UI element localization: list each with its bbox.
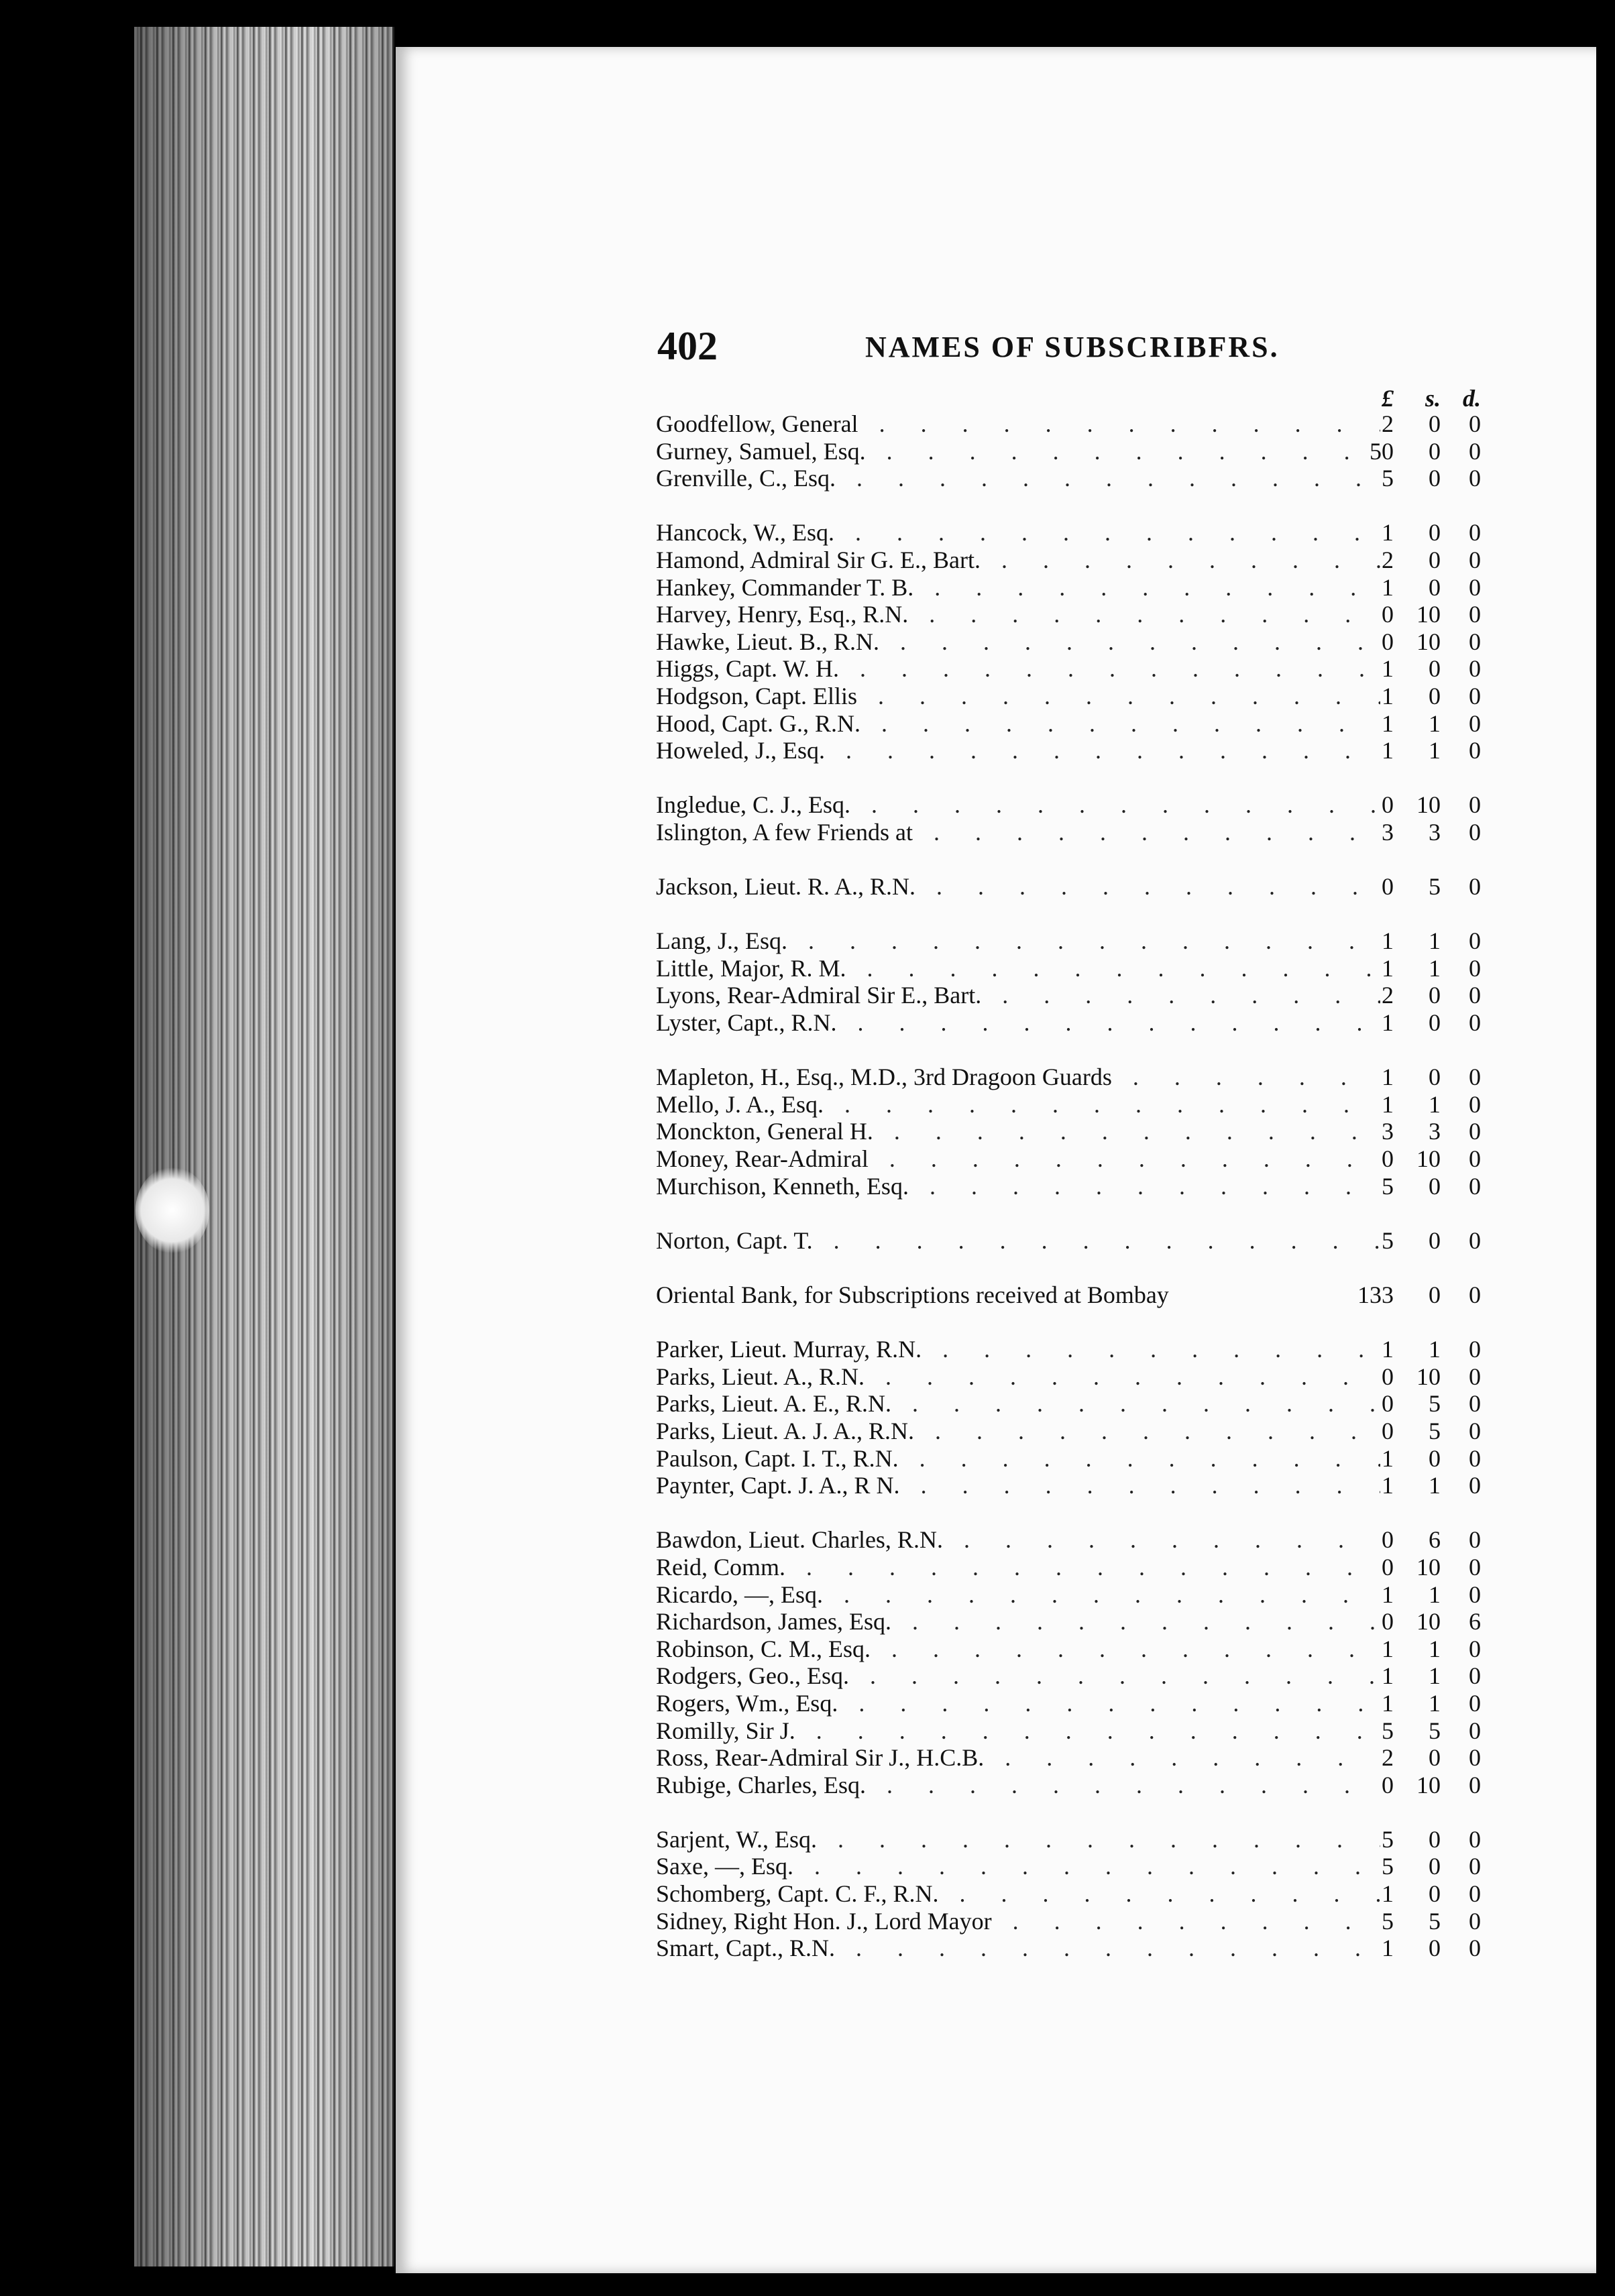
amount-pounds: 1 <box>1382 1090 1394 1118</box>
amount-shillings: 1 <box>1429 1635 1441 1662</box>
subscriber-name: Mapleton, H., Esq., M.D., 3rd Dragoon Guards . . . <box>656 1064 1380 1091</box>
amount-pounds: 1 <box>1382 927 1394 955</box>
subscriber-row <box>656 519 1508 547</box>
amount-pence: 0 <box>1469 601 1481 628</box>
subscriber-name: Ross, Rear-Admiral Sir J., H.C.B. . . . <box>656 1744 1380 1772</box>
subscriber-row <box>656 1472 1508 1499</box>
amount-shillings: 0 <box>1429 1935 1441 1962</box>
amount-pounds: 1 <box>1382 709 1394 737</box>
subscriber-name: Rogers, Wm., Esq. . . . <box>656 1690 1380 1717</box>
subscriber-row <box>656 982 1508 1009</box>
subscriber-row <box>656 683 1508 710</box>
amount-pounds: 133 <box>1357 1281 1394 1308</box>
amount-pounds: 2 <box>1382 982 1394 1009</box>
amount-shillings: 0 <box>1429 1444 1441 1472</box>
amount-shillings: 10 <box>1416 1145 1441 1173</box>
amount-pounds: 0 <box>1382 1608 1394 1635</box>
amount-shillings: 10 <box>1416 1771 1441 1798</box>
subscriber-row <box>656 1744 1508 1772</box>
amount-shillings: 1 <box>1429 954 1441 982</box>
subscriber-row <box>656 1880 1508 1908</box>
subscriber-name: Oriental Bank, for Subscriptions received at Bombay <box>656 1281 1169 1308</box>
subscriber-row <box>656 1526 1508 1554</box>
amount-pence: 0 <box>1469 1717 1481 1744</box>
amount-pounds: 1 <box>1382 737 1394 764</box>
amount-shillings: 10 <box>1416 1608 1441 1635</box>
pounds-header: £ <box>1382 385 1394 412</box>
amount-pence: 0 <box>1469 927 1481 955</box>
subscriber-name: Goodfellow, General . . . <box>656 410 1380 438</box>
amount-pence: 0 <box>1469 1390 1481 1418</box>
amount-pounds: 3 <box>1382 1118 1394 1145</box>
amount-pence: 0 <box>1469 519 1481 547</box>
amount-shillings: 0 <box>1429 655 1441 683</box>
subscriber-row <box>656 819 1508 846</box>
amount-shillings: 0 <box>1429 1825 1441 1853</box>
amount-shillings: 1 <box>1429 1090 1441 1118</box>
amount-pounds: 1 <box>1382 1689 1394 1717</box>
amount-pence: 0 <box>1469 1744 1481 1772</box>
subscriber-row <box>656 1091 1508 1118</box>
subscriber-name: Ingledue, C. J., Esq. . . . <box>656 791 1380 819</box>
amount-pence: 0 <box>1469 1472 1481 1499</box>
amount-pence: 0 <box>1469 1118 1481 1145</box>
subscriber-row <box>656 955 1508 982</box>
amount-pounds: 1 <box>1382 954 1394 982</box>
amount-shillings: 10 <box>1416 601 1441 628</box>
amount-pounds: 0 <box>1382 601 1394 628</box>
amount-pence: 0 <box>1469 546 1481 573</box>
amount-shillings: 0 <box>1429 1281 1441 1308</box>
amount-pence: 0 <box>1469 1581 1481 1608</box>
amount-pounds: 1 <box>1382 519 1394 547</box>
subscriber-name: Lyster, Capt., R.N. . . . <box>656 1009 1380 1037</box>
subscriber-name: Ricardo, —, Esq. . . . <box>656 1581 1380 1609</box>
amount-pence: 0 <box>1469 1090 1481 1118</box>
amount-shillings: 1 <box>1429 927 1441 955</box>
amount-pounds: 1 <box>1382 1935 1394 1962</box>
amount-pence: 0 <box>1469 1880 1481 1908</box>
subscriber-row <box>656 1690 1508 1717</box>
amount-shillings: 0 <box>1429 1853 1441 1880</box>
subscriber-row <box>656 1826 1508 1853</box>
subscriber-row <box>656 601 1508 628</box>
subscriber-name: Parks, Lieut. A. J. A., R.N. . . . <box>656 1418 1380 1445</box>
amount-pounds: 1 <box>1382 1635 1394 1662</box>
subscriber-row <box>656 1581 1508 1609</box>
group-separator <box>656 846 1508 874</box>
amount-pounds: 5 <box>1382 465 1394 492</box>
subscriber-name: Grenville, C., Esq. . . . <box>656 465 1380 492</box>
amount-pounds: 5 <box>1382 1907 1394 1935</box>
amount-shillings: 3 <box>1429 1118 1441 1145</box>
amount-pence: 0 <box>1469 437 1481 465</box>
subscriber-name: Saxe, —, Esq. . . . <box>656 1853 1380 1880</box>
subscriber-row <box>656 1445 1508 1473</box>
amount-pence: 0 <box>1469 1771 1481 1798</box>
amount-pounds: 1 <box>1382 573 1394 601</box>
subscriber-name: Hodgson, Capt. Ellis . . . <box>656 683 1380 710</box>
subscriber-name: Smart, Capt., R.N. . . . <box>656 1935 1380 1962</box>
amount-shillings: 6 <box>1429 1526 1441 1554</box>
amount-pence: 0 <box>1469 791 1481 819</box>
subscriber-name: Howeled, J., Esq. . . . <box>656 737 1380 764</box>
amount-pounds: 2 <box>1382 546 1394 573</box>
page-edge-shadow <box>134 27 392 2266</box>
subscriber-name: Parker, Lieut. Murray, R.N. . . . <box>656 1336 1380 1363</box>
subscriber-name: Rodgers, Geo., Esq. . . . <box>656 1662 1380 1690</box>
amount-shillings: 5 <box>1429 1907 1441 1935</box>
subscriber-name: Bawdon, Lieut. Charles, R.N. . . . <box>656 1526 1380 1554</box>
amount-pence: 0 <box>1469 1825 1481 1853</box>
subscriber-name: Monckton, General H. . . . <box>656 1118 1380 1145</box>
amount-pence: 0 <box>1469 1935 1481 1962</box>
amount-pence: 0 <box>1469 1145 1481 1173</box>
amount-shillings: 1 <box>1429 709 1441 737</box>
amount-pounds: 5 <box>1382 1226 1394 1254</box>
amount-pence: 0 <box>1469 1172 1481 1200</box>
subscriber-name: Rubige, Charles, Esq. . . . <box>656 1772 1380 1799</box>
subscriber-row <box>656 1336 1508 1363</box>
subscriber-name: Hankey, Commander T. B. . . . <box>656 574 1380 601</box>
amount-pence: 0 <box>1469 1417 1481 1444</box>
amount-shillings: 3 <box>1429 818 1441 846</box>
subscriber-row <box>656 1145 1508 1173</box>
subscriber-row <box>656 1853 1508 1880</box>
amount-pence: 0 <box>1469 954 1481 982</box>
amount-pence: 0 <box>1469 1853 1481 1880</box>
subscriber-list <box>656 386 1508 1962</box>
subscriber-row <box>656 1173 1508 1200</box>
amount-shillings: 1 <box>1429 1689 1441 1717</box>
subscriber-row <box>656 791 1508 819</box>
amount-shillings: 5 <box>1429 1390 1441 1418</box>
amount-pence: 0 <box>1469 1336 1481 1363</box>
amount-pence: 0 <box>1469 709 1481 737</box>
amount-shillings: 5 <box>1429 873 1441 901</box>
amount-shillings: 10 <box>1416 628 1441 655</box>
amount-pounds: 0 <box>1382 1553 1394 1581</box>
amount-pounds: 2 <box>1382 410 1394 437</box>
running-title: NAMES OF SUBSCRIBFRS. <box>865 331 1280 363</box>
group-separator <box>656 492 1508 520</box>
subscriber-name: Islington, A few Friends at . . . <box>656 819 1380 846</box>
subscriber-row <box>656 1009 1508 1037</box>
subscriber-name: Hancock, W., Esq. . . . <box>656 519 1380 547</box>
amount-shillings: 0 <box>1429 682 1441 709</box>
amount-pence: 0 <box>1469 1526 1481 1554</box>
amount-pounds: 0 <box>1382 1417 1394 1444</box>
subscriber-row <box>656 1608 1508 1635</box>
subscriber-row <box>656 465 1508 492</box>
subscriber-name: Reid, Comm. . . . <box>656 1554 1380 1581</box>
amount-shillings: 0 <box>1429 410 1441 437</box>
amount-shillings: 5 <box>1429 1717 1441 1744</box>
amount-pence: 0 <box>1469 1444 1481 1472</box>
subscriber-row <box>656 1064 1508 1091</box>
amount-pence: 0 <box>1469 1635 1481 1662</box>
amount-pounds: 5 <box>1382 1825 1394 1853</box>
amount-pence: 0 <box>1469 1907 1481 1935</box>
subscriber-row <box>656 1635 1508 1663</box>
subscriber-name: Harvey, Henry, Esq., R.N. . . . <box>656 601 1380 628</box>
subscriber-name: Sarjent, W., Esq. . . . <box>656 1826 1380 1853</box>
shillings-header: s. <box>1425 385 1441 412</box>
subscriber-row <box>656 1118 1508 1145</box>
amount-shillings: 0 <box>1429 1009 1441 1037</box>
amount-pounds: 0 <box>1382 1771 1394 1798</box>
group-separator <box>656 901 1508 928</box>
amount-pounds: 0 <box>1382 1526 1394 1554</box>
amount-pence: 0 <box>1469 1226 1481 1254</box>
amount-pounds: 1 <box>1382 1336 1394 1363</box>
amount-pounds: 1 <box>1382 1880 1394 1908</box>
amount-pounds: 1 <box>1382 1009 1394 1037</box>
subscriber-row <box>656 628 1508 656</box>
amount-pence: 0 <box>1469 628 1481 655</box>
subscriber-name: Romilly, Sir J. . . . <box>656 1717 1380 1745</box>
amount-shillings: 1 <box>1429 1581 1441 1608</box>
group-separator <box>656 764 1508 792</box>
amount-shillings: 1 <box>1429 737 1441 764</box>
subscriber-name: Lang, J., Esq. . . . <box>656 927 1380 955</box>
subscriber-row <box>656 1554 1508 1581</box>
amount-shillings: 5 <box>1429 1417 1441 1444</box>
amount-shillings: 0 <box>1429 1064 1441 1091</box>
subscriber-name: Robinson, C. M., Esq. . . . <box>656 1635 1380 1663</box>
amount-pence: 0 <box>1469 1363 1481 1390</box>
amount-pounds: 1 <box>1382 655 1394 683</box>
group-separator <box>656 1037 1508 1064</box>
amount-shillings: 1 <box>1429 1336 1441 1363</box>
amount-pence: 0 <box>1469 1662 1481 1690</box>
amount-shillings: 0 <box>1429 437 1441 465</box>
amount-shillings: 0 <box>1429 519 1441 547</box>
amount-pence: 0 <box>1469 682 1481 709</box>
amount-shillings: 0 <box>1429 1744 1441 1772</box>
subscriber-name: Hamond, Admiral Sir G. E., Bart. . . . <box>656 547 1380 574</box>
subscriber-row <box>656 574 1508 601</box>
subscriber-name: Parks, Lieut. A., R.N. . . . <box>656 1363 1380 1391</box>
amount-pence: 0 <box>1469 1553 1481 1581</box>
subscriber-name: Sidney, Right Hon. J., Lord Mayor . . . <box>656 1908 1380 1935</box>
amount-pounds: 1 <box>1382 682 1394 709</box>
group-separator <box>656 1499 1508 1527</box>
amount-pence: 0 <box>1469 1281 1481 1308</box>
subscriber-row <box>656 1772 1508 1799</box>
subscriber-row <box>656 1717 1508 1745</box>
subscriber-name: Hood, Capt. G., R.N. . . . <box>656 710 1380 738</box>
amount-pounds: 1 <box>1382 1064 1394 1091</box>
subscriber-row <box>656 547 1508 574</box>
group-separator <box>656 1200 1508 1227</box>
subscriber-name: Parks, Lieut. A. E., R.N. . . . <box>656 1390 1380 1418</box>
amount-pounds: 1 <box>1382 1444 1394 1472</box>
subscriber-row <box>656 710 1508 738</box>
subscriber-row <box>656 1281 1508 1309</box>
amount-pounds: 1 <box>1382 1581 1394 1608</box>
amount-pounds: 0 <box>1382 1363 1394 1390</box>
subscriber-name: Lyons, Rear-Admiral Sir E., Bart. . . . <box>656 982 1380 1009</box>
amount-shillings: 0 <box>1429 982 1441 1009</box>
subscriber-name: Paynter, Capt. J. A., R N. . . . <box>656 1472 1380 1499</box>
amount-pounds: 50 <box>1370 437 1394 465</box>
pence-header: d. <box>1463 385 1481 412</box>
amount-pounds: 0 <box>1382 628 1394 655</box>
subscriber-name: Jackson, Lieut. R. A., R.N. . . . <box>656 873 1380 901</box>
amount-pounds: 0 <box>1382 791 1394 819</box>
subscriber-row <box>656 1227 1508 1255</box>
subscriber-name: Little, Major, R. M. . . . <box>656 955 1380 982</box>
subscriber-name: Paulson, Capt. I. T., R.N. . . . <box>656 1445 1380 1473</box>
amount-shillings: 0 <box>1429 1880 1441 1908</box>
amount-shillings: 0 <box>1429 546 1441 573</box>
amount-pounds: 3 <box>1382 818 1394 846</box>
amount-shillings: 10 <box>1416 791 1441 819</box>
subscriber-row <box>656 410 1508 438</box>
amount-pounds: 1 <box>1382 1662 1394 1690</box>
amount-pence: 0 <box>1469 737 1481 764</box>
subscriber-name: Murchison, Kenneth, Esq. . . . <box>656 1173 1380 1200</box>
group-separator <box>656 1798 1508 1826</box>
amount-shillings: 0 <box>1429 1226 1441 1254</box>
subscriber-name: Money, Rear-Admiral . . . <box>656 1145 1380 1173</box>
subscriber-row <box>656 1935 1508 1962</box>
amount-pounds: 5 <box>1382 1172 1394 1200</box>
amount-pence: 0 <box>1469 818 1481 846</box>
amount-shillings: 10 <box>1416 1363 1441 1390</box>
subscriber-row <box>656 655 1508 683</box>
amount-pounds: 1 <box>1382 1472 1394 1499</box>
subscriber-name: Hawke, Lieut. B., R.N. . . . <box>656 628 1380 656</box>
subscriber-name: Gurney, Samuel, Esq. . . . <box>656 438 1380 465</box>
subscriber-row <box>656 1662 1508 1690</box>
amount-shillings: 0 <box>1429 573 1441 601</box>
subscriber-row <box>656 873 1508 901</box>
amount-pounds: 5 <box>1382 1717 1394 1744</box>
amount-pence: 6 <box>1469 1608 1481 1635</box>
amount-pence: 0 <box>1469 655 1481 683</box>
amount-pounds: 2 <box>1382 1744 1394 1772</box>
currency-column-headers <box>656 386 1508 410</box>
subscriber-row <box>656 1363 1508 1391</box>
subscriber-name: Richardson, James, Esq. . . . <box>656 1608 1380 1635</box>
subscriber-row <box>656 737 1508 764</box>
amount-pence: 0 <box>1469 1689 1481 1717</box>
amount-shillings: 1 <box>1429 1662 1441 1690</box>
subscriber-row <box>656 1908 1508 1935</box>
subscriber-name: Schomberg, Capt. C. F., R.N. . . . <box>656 1880 1380 1908</box>
amount-pence: 0 <box>1469 1009 1481 1037</box>
amount-pence: 0 <box>1469 465 1481 492</box>
page-number: 402 <box>657 324 718 368</box>
subscriber-row <box>656 927 1508 955</box>
amount-shillings: 0 <box>1429 1172 1441 1200</box>
subscriber-row <box>656 438 1508 465</box>
group-separator <box>656 1309 1508 1336</box>
amount-pounds: 5 <box>1382 1853 1394 1880</box>
amount-pence: 0 <box>1469 573 1481 601</box>
amount-pounds: 0 <box>1382 1145 1394 1173</box>
subscriber-name: Higgs, Capt. W. H. . . . <box>656 655 1380 683</box>
subscriber-name: Mello, J. A., Esq. . . . <box>656 1091 1380 1118</box>
paper-stain <box>135 1167 209 1254</box>
amount-pence: 0 <box>1469 982 1481 1009</box>
amount-pence: 0 <box>1469 410 1481 437</box>
subscriber-name: Norton, Capt. T. . . . <box>656 1227 1380 1255</box>
amount-shillings: 0 <box>1429 465 1441 492</box>
subscriber-row <box>656 1390 1508 1418</box>
amount-shillings: 1 <box>1429 1472 1441 1499</box>
amount-shillings: 10 <box>1416 1553 1441 1581</box>
subscriber-row <box>656 1418 1508 1445</box>
amount-pence: 0 <box>1469 1064 1481 1091</box>
amount-pence: 0 <box>1469 873 1481 901</box>
page-header <box>657 323 1328 370</box>
amount-pounds: 0 <box>1382 873 1394 901</box>
group-separator <box>656 1254 1508 1281</box>
amount-pounds: 0 <box>1382 1390 1394 1418</box>
